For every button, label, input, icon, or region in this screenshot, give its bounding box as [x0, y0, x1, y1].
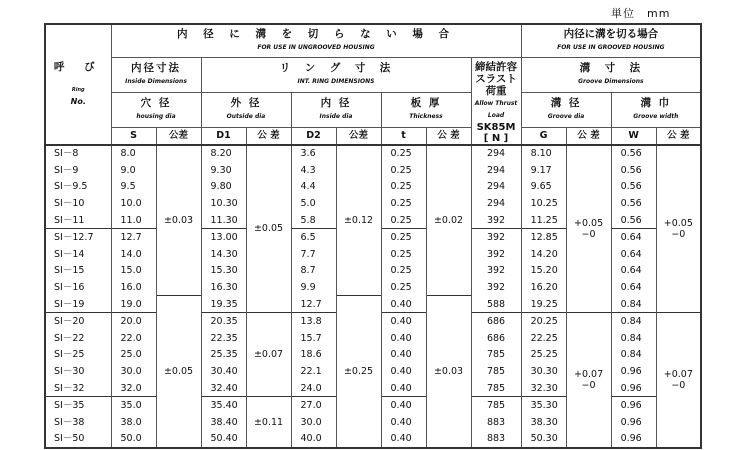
table-row: SI－9.5 9.5 9.80 4.4 0.25 294 9.65 0.56 [45, 179, 701, 196]
table-row: SI－11 11.0 11.30 5.8 0.25 392 11.25 0.56 [45, 212, 701, 229]
ring-no-header: 呼 び Ring No. [45, 24, 111, 145]
table-row: SI－15 15.0 15.30 8.7 0.25 392 15.20 0.64 [45, 263, 701, 280]
ring-dimensions-header: リ ン グ 寸 法 INT. RING DIMENSIONS [201, 57, 471, 92]
groove-dia-header: 溝 径 Groove dia [521, 92, 611, 127]
col-g: G [521, 127, 566, 144]
g-tolerance: +0.07 −0 [566, 313, 611, 448]
table-row: SI－35 35.0 35.40 ±0.11 27.0 0.40 785 35.30 0.96 [45, 397, 701, 414]
grooved-housing-header: 内径に溝を切る場合 FOR USE IN GROOVED HOUSING [521, 24, 701, 57]
d2-tolerance: ±0.25 [336, 296, 381, 448]
col-d2: D2 [291, 127, 336, 144]
w-tolerance: +0.05 −0 [656, 145, 701, 313]
col-g-tol: 公 差 [566, 127, 611, 144]
inside-dimensions-header: 内径寸法 Inside Dimensions [111, 57, 201, 92]
col-w: W [611, 127, 656, 144]
table-row: SI－10 10.0 10.30 5.0 0.25 294 10.25 0.56 [45, 195, 701, 212]
table-row: SI－19 19.0 ±0.05 19.35 12.7 ±0.25 0.40 ±0.03 588 19.25 0.84 [45, 296, 701, 313]
table-row: SI－9 9.0 9.30 4.3 0.25 294 9.17 0.56 [45, 162, 701, 179]
t-tolerance: ±0.03 [426, 296, 471, 448]
s-tolerance: ±0.05 [156, 296, 201, 448]
thickness-header: 板 厚 Thickness [381, 92, 471, 127]
col-s: S [111, 127, 156, 144]
table-row: SI－50 50.0 50.40 40.0 0.40 883 50.30 0.96 [45, 431, 701, 449]
table-row: SI－30 30.0 30.40 22.1 0.40 785 30.30 0.96 [45, 363, 701, 380]
table-row: SI－8 8.0 ±0.03 8.20 ±0.05 3.6 ±0.12 0.25 ±0.02 294 8.10 +0.05 −0 0.56 +0.05 −0 [45, 145, 701, 163]
groove-width-header: 溝 巾 Groove width [611, 92, 701, 127]
s-tolerance: ±0.03 [156, 145, 201, 296]
col-d1-tol: 公 差 [246, 127, 291, 144]
d1-tolerance: ±0.11 [246, 397, 291, 448]
table-row: SI－12.7 12.7 13.00 6.5 0.25 392 12.85 0.64 [45, 229, 701, 246]
col-d2-tol: 公差 [336, 127, 381, 144]
housing-dia-header: 穴 径 housing dia [111, 92, 201, 127]
table-row: SI－32 32.0 32.40 24.0 0.40 785 32.30 0.96 [45, 380, 701, 397]
col-t-tol: 公 差 [426, 127, 471, 144]
g-tolerance: +0.05 −0 [566, 145, 611, 313]
table-row: SI－14 14.0 14.30 7.7 0.25 392 14.20 0.64 [45, 246, 701, 263]
table-row: SI－25 25.0 25.35 18.6 0.40 785 25.25 0.84 [45, 347, 701, 364]
inside-dia-header: 内 径 Inside dia [291, 92, 381, 127]
table-row: SI－22 22.0 22.35 15.7 0.40 686 22.25 0.84 [45, 330, 701, 347]
col-w-tol: 公 差 [656, 127, 701, 144]
t-tolerance: ±0.02 [426, 145, 471, 296]
col-s-tol: 公差 [156, 127, 201, 144]
ungrooved-housing-header: 内 径 に 溝 を 切 ら な い 場 合 FOR USE IN UNGROOVED HOUSING [111, 24, 521, 57]
unit-label: 単位 mm [611, 7, 671, 20]
d1-tolerance: ±0.07 [246, 313, 291, 397]
groove-dimensions-header: 溝 寸 法 Groove Dimensions [521, 57, 701, 92]
outside-dia-header: 外 径 Outside dia [201, 92, 291, 127]
table-row: SI－38 38.0 38.40 30.0 0.40 883 38.30 0.96 [45, 414, 701, 431]
table-row: SI－16 16.0 16.30 9.9 0.25 392 16.20 0.64 [45, 279, 701, 296]
w-tolerance: +0.07 −0 [656, 313, 701, 448]
d2-tolerance: ±0.12 [336, 145, 381, 296]
table-row: SI－20 20.0 20.35 ±0.07 13.8 0.40 686 20.25 +0.07 −0 0.84 +0.07 −0 [45, 313, 701, 330]
thrust-load-header: 締結許容 スラスト 荷重 Allow Thrust Load SK85M [ N ] [471, 57, 521, 145]
snap-ring-spec-table [44, 23, 702, 449]
d1-tolerance: ±0.05 [246, 145, 291, 313]
col-t: t [381, 127, 426, 144]
col-d1: D1 [201, 127, 246, 144]
